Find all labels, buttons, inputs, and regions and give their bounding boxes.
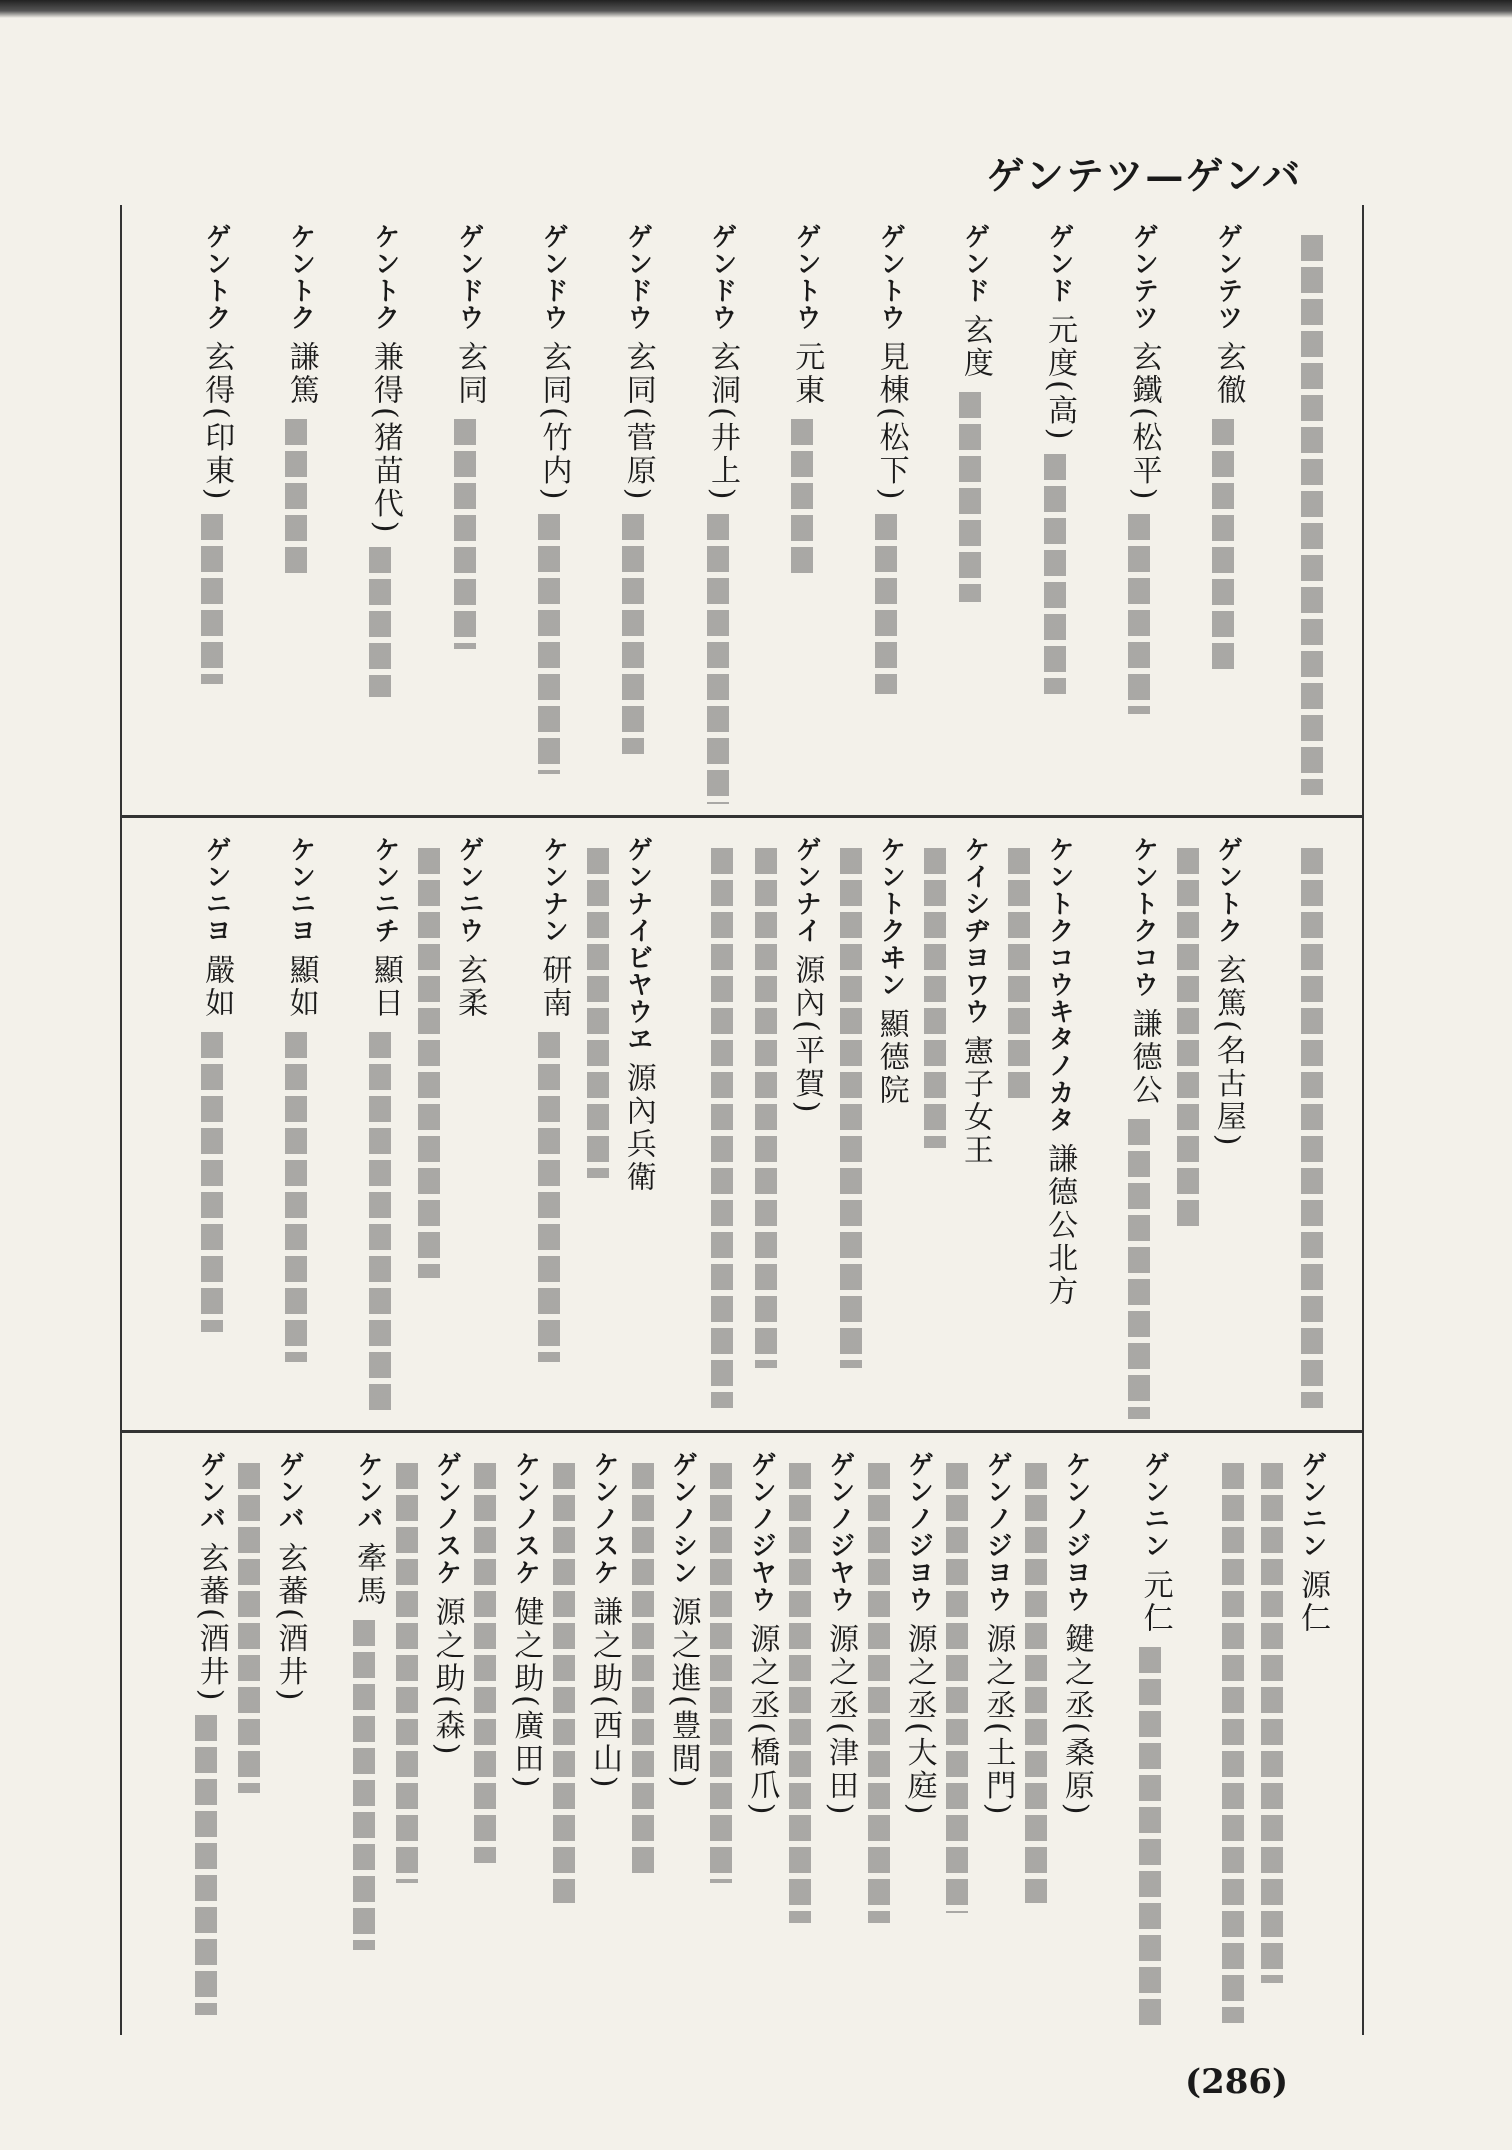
entry-body-text (1044, 454, 1066, 694)
headword-name: 源之丞(津田) (823, 1623, 858, 1818)
entry-body-text (622, 514, 644, 754)
headword-kana: ゲントク (1212, 836, 1243, 944)
headword-name: 元度(高) (1042, 314, 1078, 443)
entry-body-text (959, 392, 981, 602)
headword-kana: ゲンド (1044, 223, 1075, 304)
entry-body-text (1177, 848, 1199, 1228)
headword-name: 研南 (536, 954, 572, 1020)
entry-column (162, 836, 236, 1332)
headword-name: 元東 (789, 341, 825, 407)
entry-body-text (840, 848, 862, 1368)
headword-kana: ゲンノジヨウ (982, 1451, 1013, 1613)
headword-name: 謙之助(西山) (587, 1596, 622, 1791)
entry-column (499, 836, 573, 1362)
entry-column (415, 223, 489, 649)
entry-body-text (946, 1463, 968, 1913)
headword-name: 玄蕃(酒井) (272, 1542, 308, 1704)
entry-column (634, 1451, 703, 2035)
entry-body-text (285, 419, 307, 579)
headword-kana: ケントク (285, 223, 316, 331)
headword-kana: ゲンドウ (707, 223, 737, 331)
entry-column (1263, 1451, 1332, 2035)
entry-column (1173, 836, 1247, 1430)
entry-column (836, 836, 910, 1430)
headword-kana: ゲンノジヨウ (903, 1451, 934, 1613)
entry-column (1173, 223, 1247, 669)
entry-column (713, 1451, 782, 2035)
entry-body-text (1128, 514, 1150, 714)
headword-kana: ケンナン (538, 836, 569, 944)
headword-kana: ゲンドウ (622, 223, 653, 331)
headword-kana: ケントク (369, 223, 400, 331)
entry-body-text (632, 1463, 654, 1873)
entry-column (752, 223, 826, 579)
headword-name: 源之丞(橋爪) (744, 1623, 780, 1818)
entry-body-text (791, 419, 813, 579)
entry-body-text (875, 514, 897, 694)
headword-name: 健之助(廣田) (508, 1596, 544, 1791)
entry-column (949, 1451, 1018, 2035)
headword-kana: ゲンバ (195, 1451, 226, 1532)
entry-column (668, 223, 742, 804)
headword-name: 謙德公北方 (1042, 1143, 1078, 1308)
headword-name: 顯日 (367, 954, 403, 1020)
entry-column (331, 836, 405, 1412)
entry-column (1089, 836, 1163, 1419)
entry-column (583, 223, 657, 754)
entry-column (331, 223, 405, 697)
entry-body-text (1025, 1463, 1047, 1903)
entry-body-text (538, 514, 560, 774)
headword-name: 玄蕃(酒井) (193, 1542, 229, 1704)
entry-body-text (1301, 235, 1323, 795)
entry-body-text (353, 1620, 375, 1950)
entry-column (499, 223, 573, 774)
entry-body-text (789, 1463, 811, 1923)
entry-column (162, 223, 236, 684)
headword-name: 源之丞(大庭) (901, 1623, 937, 1818)
entry-body-text (711, 848, 733, 1408)
entry-body-text (285, 1032, 307, 1362)
entry-band-3 (122, 1433, 1362, 2035)
entry-body-text (201, 514, 223, 684)
entry-column (246, 223, 320, 579)
entry-body-text (238, 1463, 260, 1793)
entry-body-text (868, 1463, 890, 1923)
headword-name: 玄得(印東) (199, 341, 235, 503)
headword-kana: ケンバ (353, 1451, 383, 1532)
entry-body-text (369, 547, 391, 697)
headword-name: 玄篤(名古屋) (1210, 954, 1246, 1149)
text-frame (120, 205, 1364, 2035)
entry-body-text (369, 1032, 391, 1412)
headword-name: 玄同(菅原) (620, 341, 656, 503)
headword-name: 兼得(猪苗代) (367, 341, 403, 536)
headword-name: 玄同 (452, 341, 488, 407)
entry-body-text (1128, 1119, 1150, 1419)
headword-kana: ケンニチ (369, 836, 400, 944)
entry-column (921, 836, 995, 1430)
headword-kana: ゲンニウ (454, 836, 485, 944)
entry-column (1258, 223, 1332, 795)
headword-name: 玄鐵(松平) (1126, 341, 1162, 503)
entry-column (1258, 836, 1332, 1408)
headword-kana: ゲンナイビヤウヱ (622, 836, 653, 1052)
headword-name: 源之丞(土門) (980, 1623, 1016, 1818)
entry-body-text (418, 848, 440, 1278)
entry-column (1185, 1451, 1254, 2023)
entry-body-text (454, 419, 476, 649)
entry-column (241, 1451, 310, 2035)
entry-column (1005, 223, 1079, 694)
headword-kana: ゲンノジヤウ (825, 1451, 855, 1613)
headword-kana: ケントクコウキタノカタ (1044, 836, 1075, 1133)
headword-name: 源之助(森) (429, 1596, 465, 1758)
headword-kana: ゲンドウ (454, 223, 485, 331)
headword-kana: ゲンテツ (1212, 223, 1243, 331)
entry-body-text (755, 848, 777, 1368)
headword-kana: ゲンニン (1297, 1451, 1327, 1559)
headword-name: 鍵之丞(桑原) (1059, 1623, 1094, 1818)
entry-column (319, 1451, 388, 1950)
entry-column (246, 836, 320, 1362)
entry-band-2 (122, 818, 1362, 1430)
scan-edge-shadow (0, 0, 1512, 18)
headword-name: 源之進(豊間) (665, 1596, 701, 1791)
entry-body-text (1301, 848, 1323, 1408)
headword-name: 源內(平賀) (789, 954, 825, 1116)
headword-kana: ゲンナイ (791, 836, 822, 944)
headword-name: 源仁 (1295, 1569, 1330, 1635)
headword-name: 源內兵衛 (620, 1062, 656, 1194)
entry-column (752, 836, 826, 1430)
entry-body-text (1212, 419, 1234, 669)
entry-column (398, 1451, 467, 2035)
headword-kana: ゲンニン (1139, 1451, 1170, 1559)
headword-kana: ケンノスケ (589, 1451, 619, 1586)
entry-column (1106, 1451, 1175, 2027)
headword-kana: ゲンバ (274, 1451, 305, 1532)
headword-name: 牽馬 (351, 1542, 386, 1608)
headword-kana: ゲントウ (875, 223, 906, 331)
headword-kana: ゲンノスケ (431, 1451, 462, 1586)
headword-name: 玄徹 (1210, 341, 1246, 407)
headword-kana: ゲントウ (791, 223, 822, 331)
entry-body-text (707, 514, 729, 804)
entry-column (162, 1451, 231, 2015)
entry-body-text (474, 1463, 496, 1863)
headword-kana: ケントクコウ (1128, 836, 1159, 998)
entry-column (791, 1451, 860, 2035)
headword-kana: ゲンノジヤウ (746, 1451, 777, 1613)
headword-kana: ケントクヰン (875, 836, 906, 998)
entry-body-text (587, 848, 609, 1178)
headword-kana: ゲントク (201, 223, 232, 331)
headword-kana: ケンニヨ (285, 836, 316, 944)
headword-name: 見棟(松下) (873, 341, 909, 503)
entry-body-text (553, 1463, 575, 1903)
headword-kana: ケンノジヨウ (1061, 1451, 1091, 1613)
headword-name: 玄度 (957, 314, 993, 380)
headword-name: 顯如 (283, 954, 319, 1020)
entry-column (870, 1451, 939, 2035)
entry-column (1027, 1451, 1096, 2035)
entry-column (921, 223, 995, 602)
entry-body-text (201, 1032, 223, 1332)
headword-name: 謙德公 (1126, 1008, 1162, 1107)
entry-column (415, 836, 489, 1430)
entry-band-1 (122, 205, 1362, 815)
entry-column (477, 1451, 546, 2035)
headword-kana: ゲンド (959, 223, 990, 304)
entry-column (668, 836, 742, 1408)
entry-body-text (710, 1463, 732, 1883)
entry-body-text (195, 1715, 217, 2015)
headword-kana: ゲンドウ (538, 223, 569, 331)
running-header: ゲンテツ—ゲンバ (986, 153, 1302, 198)
headword-name: 玄柔 (452, 954, 488, 1020)
entry-body-text (924, 848, 946, 1148)
entry-body-text (1139, 1647, 1161, 2027)
headword-name: 嚴如 (199, 954, 235, 1020)
entry-body-text (1008, 848, 1030, 1098)
entry-body-text (396, 1463, 418, 1883)
headword-kana: ゲンテツ (1128, 223, 1159, 331)
headword-name: 憲子女王 (957, 1035, 993, 1167)
entry-column (583, 836, 657, 1430)
entry-column (836, 223, 910, 694)
entry-column (1089, 223, 1163, 714)
page-number: (286) (1185, 2062, 1289, 2102)
entry-column (555, 1451, 624, 2035)
headword-name: 元仁 (1137, 1569, 1173, 1635)
headword-name: 玄同(竹内) (536, 341, 572, 503)
headword-kana: ゲンノシン (667, 1451, 698, 1586)
entry-body-text (538, 1032, 560, 1362)
entry-body-text (1222, 1463, 1244, 2023)
headword-name: 顯德院 (873, 1008, 909, 1107)
headword-name: 玄洞(井上) (705, 341, 740, 503)
entry-column (1005, 836, 1079, 1430)
headword-kana: ゲンニヨ (201, 836, 232, 944)
headword-name: 謙篤 (283, 341, 319, 407)
headword-kana: ケイシヂヨワウ (959, 836, 990, 1025)
headword-kana: ケンノスケ (510, 1451, 541, 1586)
entry-body-text (1261, 1463, 1283, 1983)
